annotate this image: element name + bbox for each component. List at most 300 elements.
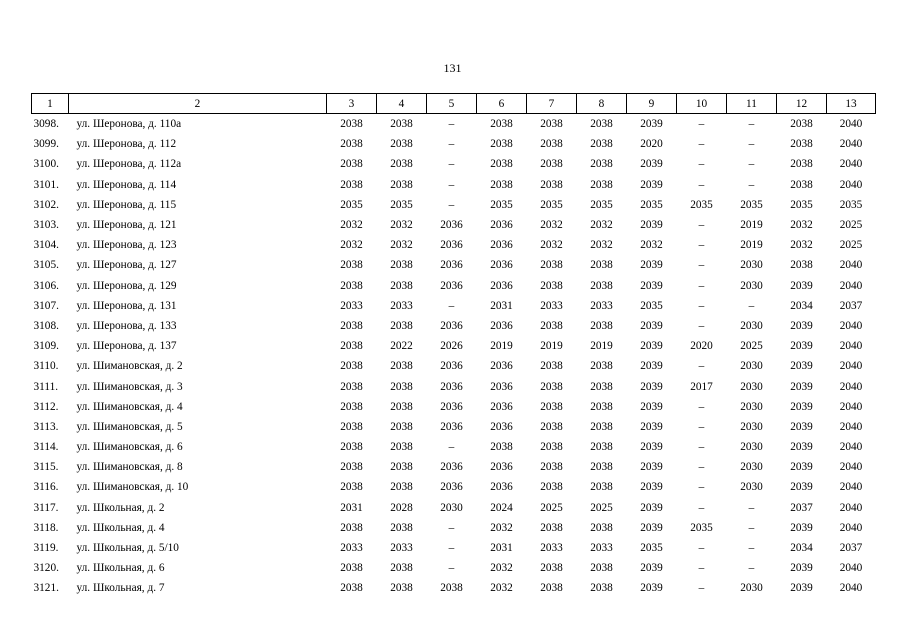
year-cell: 2032 <box>640 239 663 252</box>
year-cell: 2019 <box>490 340 513 353</box>
table-row <box>32 235 876 255</box>
year-cell: – <box>748 158 755 171</box>
year-cell: 2038 <box>540 481 563 494</box>
address-cell: ул. Шеронова, д. 129 <box>76 279 177 292</box>
year-cell: 2038 <box>390 521 413 534</box>
year-cell: 2038 <box>340 582 363 595</box>
year-cell: 2040 <box>839 380 863 393</box>
year-cell: 2039 <box>790 420 813 433</box>
year-cell: 2039 <box>790 441 813 454</box>
year-cell: 2037 <box>839 542 863 555</box>
year-cell: 2033 <box>340 299 363 312</box>
year-cell: 2035 <box>740 198 763 211</box>
year-cell: 2039 <box>640 501 663 514</box>
year-cell: 2038 <box>390 158 413 171</box>
year-cell: 2038 <box>540 118 563 131</box>
year-cell: – <box>698 420 705 433</box>
year-cell: 2038 <box>540 279 563 292</box>
year-cell: 2039 <box>640 481 663 494</box>
year-cell: – <box>698 441 705 454</box>
year-cell: – <box>448 562 455 575</box>
year-cell: 2036 <box>490 319 513 332</box>
year-cell: – <box>748 542 755 555</box>
year-cell: 2039 <box>790 319 813 332</box>
year-cell: 2039 <box>790 340 813 353</box>
year-cell: 2019 <box>590 340 613 353</box>
address-cell: ул. Шимановская, д. 5 <box>76 420 183 433</box>
year-cell: 2040 <box>839 461 863 474</box>
year-cell: 2035 <box>690 521 713 534</box>
year-cell: 2035 <box>590 198 613 211</box>
year-cell: – <box>748 299 755 312</box>
year-cell: – <box>698 481 705 494</box>
year-cell: 2038 <box>590 158 613 171</box>
year-cell: 2040 <box>839 501 863 514</box>
year-cell: 2038 <box>390 420 413 433</box>
table-row <box>32 296 876 316</box>
year-cell: 2028 <box>390 501 413 514</box>
year-cell: 2038 <box>340 178 363 191</box>
year-cell: – <box>448 542 455 555</box>
year-cell: 2037 <box>790 501 813 514</box>
address-cell: ул. Шеронова, д. 115 <box>76 198 177 211</box>
year-cell: 2035 <box>640 299 663 312</box>
year-cell: 2017 <box>690 380 713 393</box>
year-cell: 2040 <box>839 360 863 373</box>
row-number-cell: 3110. <box>33 360 59 373</box>
year-cell: – <box>698 178 705 191</box>
year-cell: 2038 <box>790 158 813 171</box>
year-cell: 2038 <box>590 461 613 474</box>
address-cell: ул. Школьная, д. 6 <box>76 562 165 575</box>
column-header: 11 <box>727 94 777 114</box>
year-cell: 2039 <box>790 481 813 494</box>
column-header: 3 <box>327 94 377 114</box>
year-cell: 2032 <box>590 239 613 252</box>
address-cell: ул. Шеронова, д. 137 <box>76 340 177 353</box>
table-row <box>32 114 876 135</box>
year-cell: 2036 <box>490 219 513 232</box>
address-cell: ул. Школьная, д. 2 <box>76 501 165 514</box>
year-cell: 2030 <box>740 279 763 292</box>
table-row <box>32 175 876 195</box>
year-cell: 2035 <box>340 198 363 211</box>
year-cell: 2030 <box>740 319 763 332</box>
year-cell: 2038 <box>540 259 563 272</box>
year-cell: 2030 <box>440 501 463 514</box>
year-cell: 2036 <box>490 400 513 413</box>
year-cell: 2030 <box>740 441 763 454</box>
address-cell: ул. Шимановская, д. 10 <box>76 481 189 494</box>
address-cell: ул. Шеронова, д. 112 <box>76 138 177 151</box>
year-cell: 2030 <box>740 461 763 474</box>
row-number-cell: 3101. <box>33 178 59 191</box>
table-row <box>32 437 876 457</box>
year-cell: – <box>698 400 705 413</box>
year-cell: 2035 <box>839 198 863 211</box>
year-cell: 2038 <box>590 562 613 575</box>
year-cell: – <box>748 501 755 514</box>
year-cell: 2030 <box>740 582 763 595</box>
year-cell: 2038 <box>340 158 363 171</box>
row-number-cell: 3112. <box>33 400 59 413</box>
year-cell: 2035 <box>490 198 513 211</box>
year-cell: 2019 <box>740 239 763 252</box>
year-cell: 2040 <box>839 178 863 191</box>
year-cell: 2035 <box>640 542 663 555</box>
year-cell: 2036 <box>490 279 513 292</box>
year-cell: 2035 <box>640 198 663 211</box>
year-cell: 2039 <box>640 461 663 474</box>
table-header <box>32 94 876 114</box>
year-cell: 2036 <box>440 279 463 292</box>
year-cell: 2032 <box>490 562 513 575</box>
table-row <box>32 518 876 538</box>
year-cell: 2039 <box>640 340 663 353</box>
year-cell: 2036 <box>440 481 463 494</box>
row-number-cell: 3119. <box>33 542 59 555</box>
year-cell: 2038 <box>340 481 363 494</box>
column-header: 2 <box>69 94 327 114</box>
row-number-cell: 3113. <box>33 420 59 433</box>
year-cell: 2038 <box>390 279 413 292</box>
year-cell: 2038 <box>490 118 513 131</box>
row-number-cell: 3118. <box>33 521 59 534</box>
row-number-cell: 3103. <box>33 219 59 232</box>
year-cell: 2038 <box>390 380 413 393</box>
year-cell: 2038 <box>340 441 363 454</box>
year-cell: 2038 <box>540 319 563 332</box>
column-header: 10 <box>677 94 727 114</box>
year-cell: 2019 <box>540 340 563 353</box>
year-cell: 2039 <box>640 178 663 191</box>
year-cell: 2038 <box>340 259 363 272</box>
year-cell: 2038 <box>390 360 413 373</box>
year-cell: 2039 <box>790 461 813 474</box>
year-cell: 2038 <box>790 178 813 191</box>
year-cell: 2039 <box>640 158 663 171</box>
year-cell: – <box>698 239 705 252</box>
year-cell: 2030 <box>740 360 763 373</box>
year-cell: 2040 <box>839 481 863 494</box>
year-cell: 2032 <box>490 521 513 534</box>
address-cell: ул. Шеронова, д. 123 <box>76 239 177 252</box>
year-cell: – <box>698 158 705 171</box>
page-number: 131 <box>443 61 462 75</box>
year-cell: 2038 <box>590 400 613 413</box>
year-cell: 2038 <box>590 259 613 272</box>
year-cell: 2033 <box>590 542 613 555</box>
row-number-cell: 3100. <box>33 158 59 171</box>
year-cell: 2038 <box>590 441 613 454</box>
year-cell: 2033 <box>340 542 363 555</box>
year-cell: 2022 <box>390 340 413 353</box>
year-cell: 2038 <box>390 562 413 575</box>
registry-table <box>31 93 876 599</box>
table-row <box>32 255 876 275</box>
year-cell: 2038 <box>540 461 563 474</box>
year-cell: 2036 <box>490 239 513 252</box>
year-cell: 2039 <box>640 219 663 232</box>
row-number-cell: 3116. <box>33 481 59 494</box>
column-header: 13 <box>827 94 876 114</box>
year-cell: 2038 <box>390 319 413 332</box>
year-cell: 2039 <box>790 360 813 373</box>
year-cell: 2039 <box>640 259 663 272</box>
year-cell: 2038 <box>590 420 613 433</box>
year-cell: 2037 <box>839 299 863 312</box>
year-cell: 2032 <box>340 239 363 252</box>
year-cell: – <box>748 138 755 151</box>
year-cell: 2040 <box>839 279 863 292</box>
year-cell: 2033 <box>540 542 563 555</box>
year-cell: 2033 <box>540 299 563 312</box>
year-cell: 2038 <box>590 138 613 151</box>
year-cell: – <box>448 178 455 191</box>
year-cell: 2030 <box>740 481 763 494</box>
year-cell: 2039 <box>790 521 813 534</box>
column-header: 12 <box>777 94 827 114</box>
year-cell: 2025 <box>540 501 563 514</box>
address-cell: ул. Шимановская, д. 4 <box>76 400 183 413</box>
year-cell: 2038 <box>540 521 563 534</box>
year-cell: 2038 <box>540 138 563 151</box>
year-cell: 2038 <box>340 360 363 373</box>
year-cell: 2040 <box>839 340 863 353</box>
year-cell: 2038 <box>540 562 563 575</box>
year-cell: 2038 <box>340 400 363 413</box>
year-cell: 2038 <box>490 158 513 171</box>
table-row <box>32 578 876 598</box>
year-cell: 2040 <box>839 259 863 272</box>
address-cell: ул. Шеронова, д. 114 <box>76 178 177 191</box>
address-cell: ул. Шеронова, д. 133 <box>76 319 177 332</box>
table-row <box>32 457 876 477</box>
year-cell: 2036 <box>440 420 463 433</box>
year-cell: – <box>698 582 705 595</box>
year-cell: 2033 <box>390 299 413 312</box>
address-cell: ул. Школьная, д. 4 <box>76 521 165 534</box>
address-cell: ул. Школьная, д. 5/10 <box>76 542 179 555</box>
table-row <box>32 336 876 356</box>
year-cell: 2038 <box>340 138 363 151</box>
table-row <box>32 558 876 578</box>
year-cell: – <box>698 299 705 312</box>
address-cell: ул. Шеронова, д. 131 <box>76 299 177 312</box>
year-cell: 2039 <box>640 441 663 454</box>
address-cell: ул. Шеронова, д. 127 <box>76 259 177 272</box>
table-row <box>32 477 876 497</box>
year-cell: – <box>698 461 705 474</box>
table-row <box>32 154 876 174</box>
row-number-cell: 3120. <box>33 562 59 575</box>
row-number-cell: 3115. <box>33 461 59 474</box>
year-cell: 2040 <box>839 138 863 151</box>
year-cell: 2040 <box>839 441 863 454</box>
year-cell: – <box>748 178 755 191</box>
column-header: 5 <box>427 94 477 114</box>
year-cell: 2038 <box>340 118 363 131</box>
column-header: 1 <box>32 94 69 114</box>
year-cell: – <box>448 521 455 534</box>
year-cell: 2033 <box>590 299 613 312</box>
year-cell: 2032 <box>540 239 563 252</box>
row-number-cell: 3111. <box>33 380 59 393</box>
year-cell: 2019 <box>740 219 763 232</box>
year-cell: 2025 <box>839 219 863 232</box>
year-cell: 2038 <box>340 319 363 332</box>
year-cell: – <box>698 501 705 514</box>
year-cell: 2038 <box>540 158 563 171</box>
year-cell: 2038 <box>390 138 413 151</box>
year-cell: 2038 <box>490 441 513 454</box>
year-cell: 2040 <box>839 319 863 332</box>
year-cell: 2040 <box>839 582 863 595</box>
year-cell: – <box>698 138 705 151</box>
year-cell: – <box>448 158 455 171</box>
year-cell: 2040 <box>839 158 863 171</box>
year-cell: 2039 <box>790 400 813 413</box>
table-row <box>32 134 876 154</box>
year-cell: 2032 <box>590 219 613 232</box>
year-cell: 2038 <box>590 118 613 131</box>
year-cell: 2032 <box>540 219 563 232</box>
year-cell: 2033 <box>390 542 413 555</box>
address-cell: ул. Школьная, д. 7 <box>76 582 165 595</box>
year-cell: 2035 <box>790 198 813 211</box>
year-cell: 2036 <box>440 259 463 272</box>
table-body <box>32 114 876 599</box>
year-cell: 2032 <box>790 219 813 232</box>
year-cell: 2038 <box>590 319 613 332</box>
year-cell: 2039 <box>640 360 663 373</box>
year-cell: 2038 <box>790 118 813 131</box>
year-cell: 2038 <box>390 118 413 131</box>
year-cell: 2036 <box>490 360 513 373</box>
year-cell: 2038 <box>390 400 413 413</box>
year-cell: – <box>698 360 705 373</box>
year-cell: 2040 <box>839 400 863 413</box>
year-cell: 2040 <box>839 420 863 433</box>
year-cell: 2038 <box>390 259 413 272</box>
table-row <box>32 376 876 396</box>
year-cell: – <box>748 118 755 131</box>
year-cell: – <box>698 542 705 555</box>
year-cell: 2036 <box>490 461 513 474</box>
row-number-cell: 3102. <box>33 198 59 211</box>
year-cell: 2040 <box>839 118 863 131</box>
year-cell: 2034 <box>790 299 813 312</box>
year-cell: 2038 <box>540 380 563 393</box>
row-number-cell: 3121. <box>33 582 59 595</box>
row-number-cell: 3114. <box>33 441 59 454</box>
year-cell: – <box>698 279 705 292</box>
year-cell: 2036 <box>490 380 513 393</box>
year-cell: 2031 <box>490 299 513 312</box>
year-cell: – <box>448 118 455 131</box>
year-cell: 2040 <box>839 562 863 575</box>
year-cell: 2038 <box>590 279 613 292</box>
year-cell: 2039 <box>640 521 663 534</box>
year-cell: 2038 <box>590 521 613 534</box>
column-header: 9 <box>627 94 677 114</box>
year-cell: 2036 <box>490 420 513 433</box>
year-cell: 2039 <box>790 380 813 393</box>
year-cell: 2039 <box>640 562 663 575</box>
year-cell: 2038 <box>340 521 363 534</box>
year-cell: 2025 <box>590 501 613 514</box>
year-cell: 2038 <box>340 461 363 474</box>
year-cell: 2038 <box>540 178 563 191</box>
year-cell: 2039 <box>640 380 663 393</box>
column-header: 8 <box>577 94 627 114</box>
year-cell: – <box>698 259 705 272</box>
year-cell: 2035 <box>540 198 563 211</box>
table-row <box>32 417 876 437</box>
year-cell: – <box>748 562 755 575</box>
year-cell: – <box>448 441 455 454</box>
year-cell: 2039 <box>640 279 663 292</box>
year-cell: 2039 <box>640 582 663 595</box>
year-cell: – <box>698 562 705 575</box>
address-cell: ул. Шимановская, д. 6 <box>76 441 183 454</box>
year-cell: 2038 <box>590 178 613 191</box>
year-cell: 2035 <box>390 198 413 211</box>
address-cell: ул. Шимановская, д. 8 <box>76 461 183 474</box>
year-cell: 2036 <box>440 400 463 413</box>
year-cell: 2039 <box>790 279 813 292</box>
year-cell: 2038 <box>390 582 413 595</box>
address-cell: ул. Шимановская, д. 2 <box>76 360 183 373</box>
year-cell: 2036 <box>490 259 513 272</box>
header-row <box>32 94 876 114</box>
table-row <box>32 316 876 336</box>
year-cell: 2030 <box>740 420 763 433</box>
year-cell: 2038 <box>540 400 563 413</box>
year-cell: 2034 <box>790 542 813 555</box>
year-cell: 2039 <box>640 400 663 413</box>
year-cell: 2036 <box>490 481 513 494</box>
year-cell: 2036 <box>440 319 463 332</box>
year-cell: 2032 <box>390 239 413 252</box>
year-cell: 2036 <box>440 219 463 232</box>
year-cell: 2025 <box>740 340 763 353</box>
year-cell: 2038 <box>590 380 613 393</box>
year-cell: 2038 <box>790 138 813 151</box>
address-cell: ул. Шеронова, д. 110а <box>76 118 182 131</box>
year-cell: 2039 <box>790 582 813 595</box>
year-cell: 2038 <box>340 279 363 292</box>
table-row <box>32 195 876 215</box>
year-cell: 2038 <box>590 360 613 373</box>
row-number-cell: 3098. <box>33 118 59 131</box>
year-cell: 2036 <box>440 461 463 474</box>
year-cell: 2038 <box>590 582 613 595</box>
row-number-cell: 3104. <box>33 239 59 252</box>
year-cell: 2030 <box>740 400 763 413</box>
year-cell: 2038 <box>790 259 813 272</box>
row-number-cell: 3099. <box>33 138 59 151</box>
row-number-cell: 3105. <box>33 259 59 272</box>
column-header: 6 <box>477 94 527 114</box>
year-cell: 2038 <box>340 420 363 433</box>
table-row <box>32 498 876 518</box>
year-cell: 2030 <box>740 259 763 272</box>
year-cell: – <box>698 219 705 232</box>
year-cell: 2039 <box>790 562 813 575</box>
year-cell: 2032 <box>340 219 363 232</box>
year-cell: 2032 <box>490 582 513 595</box>
